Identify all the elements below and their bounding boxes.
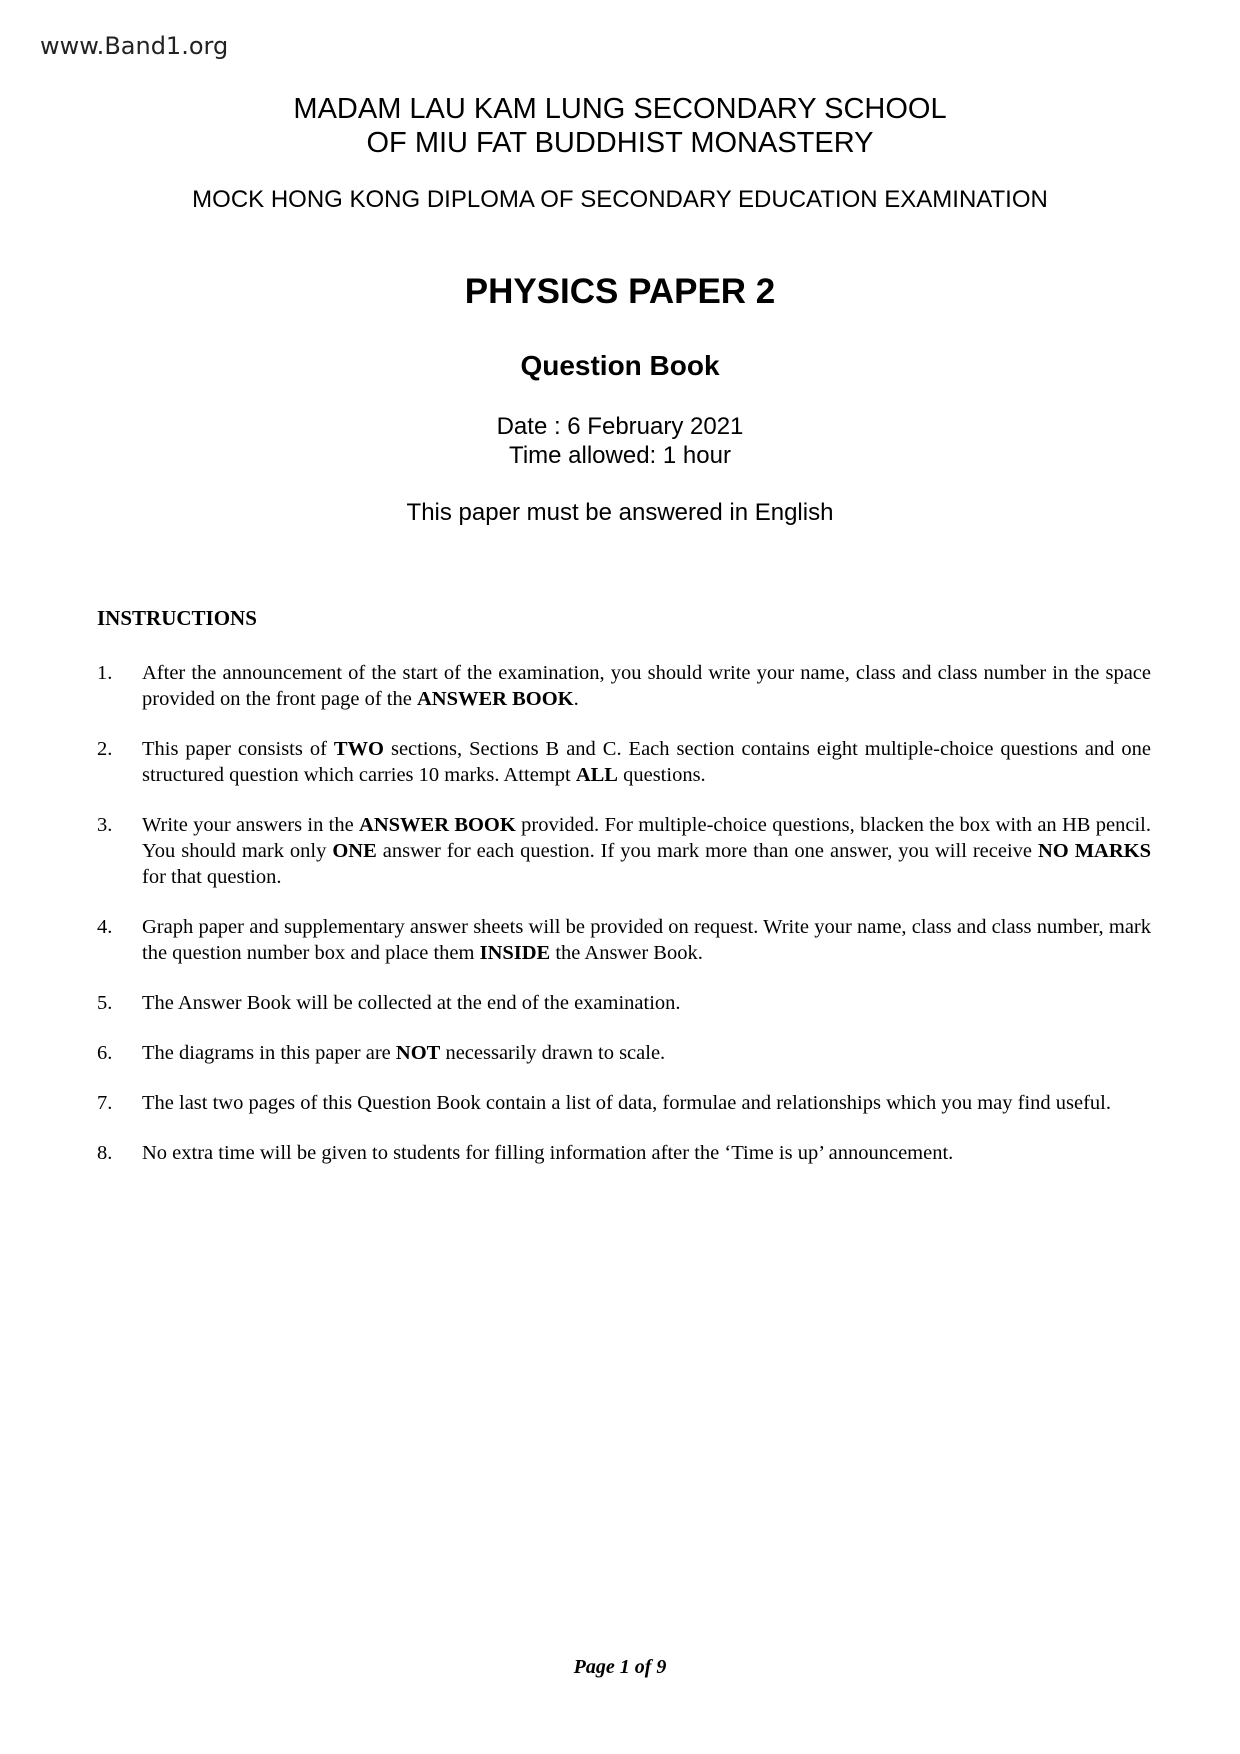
instruction-item bbox=[97, 660, 1151, 712]
instruction-emphasis: NO MARKS bbox=[1037, 840, 1151, 862]
school-name-line1: MADAM LAU KAM LUNG SECONDARY SCHOOL bbox=[293, 93, 947, 125]
instruction-item bbox=[97, 990, 1151, 1016]
instruction-item bbox=[97, 736, 1151, 788]
instruction-emphasis: ANSWER BOOK bbox=[359, 814, 516, 836]
instruction-item bbox=[97, 1090, 1151, 1116]
instruction-emphasis: ONE bbox=[332, 840, 377, 862]
instruction-text-run: No extra time will be given to students for filling information after the ‘Time is up’ announcement. bbox=[142, 1142, 954, 1164]
instruction-text-run: The diagrams in this paper are bbox=[142, 1042, 396, 1064]
instruction-number: 6. bbox=[97, 1042, 113, 1064]
exam-name: MOCK HONG KONG DIPLOMA OF SECONDARY EDUCATION EXAMINATION bbox=[192, 186, 1048, 213]
instruction-emphasis: INSIDE bbox=[479, 942, 551, 964]
instruction-emphasis: NOT bbox=[395, 1042, 441, 1064]
instruction-item bbox=[97, 1040, 1151, 1066]
instruction-text-run: provided. For multiple-choice questions, blacken the box with an HB pencil. You should mark only bbox=[142, 814, 1151, 862]
instruction-text bbox=[142, 916, 1151, 964]
instruction-number: 3. bbox=[97, 814, 113, 836]
paper-subtitle: Question Book bbox=[520, 350, 720, 381]
instruction-text-run: After the announcement of the start of the examination, you should write your name, class and class number in the space provided on the front page of the bbox=[142, 662, 1151, 710]
instruction-number: 7. bbox=[97, 1092, 113, 1114]
instruction-text-run: necessarily drawn to scale. bbox=[440, 1042, 666, 1064]
instruction-text-run: This paper consists of bbox=[142, 738, 334, 760]
instruction-text bbox=[142, 992, 681, 1014]
instruction-item bbox=[97, 914, 1151, 966]
instruction-text bbox=[142, 662, 1151, 710]
instruction-text bbox=[142, 1092, 1111, 1114]
instruction-text-run: Graph paper and supplementary answer sheets will be provided on request. Write your name, class and class number, mark the question number box and place them bbox=[142, 916, 1151, 964]
instruction-item bbox=[97, 812, 1151, 890]
language-note: This paper must be answered in English bbox=[406, 499, 834, 526]
instruction-number: 5. bbox=[97, 992, 113, 1014]
school-name-line2: OF MIU FAT BUDDHIST MONASTERY bbox=[366, 127, 874, 159]
instruction-text-run: for that question. bbox=[142, 866, 282, 888]
instruction-emphasis: ALL bbox=[575, 764, 618, 786]
instruction-text-run: The Answer Book will be collected at the end of the examination. bbox=[142, 992, 681, 1014]
instruction-text bbox=[142, 1042, 665, 1064]
exam-date-block bbox=[0, 412, 1240, 470]
instructions-list bbox=[97, 660, 1151, 1166]
paper-title: PHYSICS PAPER 2 bbox=[464, 272, 776, 311]
instruction-emphasis: TWO bbox=[333, 738, 384, 760]
instruction-text-run: answer for each question. If you mark more than one answer, you will receive bbox=[376, 840, 1038, 862]
instruction-text-run: the Answer Book. bbox=[550, 942, 703, 964]
instruction-text bbox=[142, 738, 1151, 786]
instruction-text-run: sections, Sections B and C. Each section contains eight multiple-choice questions and one structured question which carries 10 marks. Attempt bbox=[142, 738, 1151, 786]
exam-date: Date : 6 February 2021 bbox=[496, 413, 744, 440]
instruction-emphasis: ANSWER BOOK bbox=[416, 688, 574, 710]
watermark-url: www.Band1.org bbox=[40, 32, 229, 60]
page-number: Page 1 of 9 bbox=[573, 1656, 667, 1678]
instruction-text bbox=[142, 814, 1151, 888]
instruction-number: 1. bbox=[97, 662, 113, 684]
instruction-number: 8. bbox=[97, 1142, 113, 1164]
instruction-text-run: The last two pages of this Question Book contain a list of data, formulae and relationships which you may find useful. bbox=[142, 1092, 1111, 1114]
instructions-heading: INSTRUCTIONS bbox=[97, 606, 257, 630]
instruction-item bbox=[97, 1140, 1151, 1166]
instruction-number: 2. bbox=[97, 738, 113, 760]
instruction-text-run: . bbox=[573, 688, 579, 710]
time-allowed: Time allowed: 1 hour bbox=[509, 442, 731, 469]
school-name bbox=[0, 92, 1240, 160]
instruction-text bbox=[142, 1142, 953, 1164]
instruction-text-run: questions. bbox=[617, 764, 706, 786]
instruction-text-run: Write your answers in the bbox=[142, 814, 360, 836]
instruction-number: 4. bbox=[97, 916, 113, 938]
